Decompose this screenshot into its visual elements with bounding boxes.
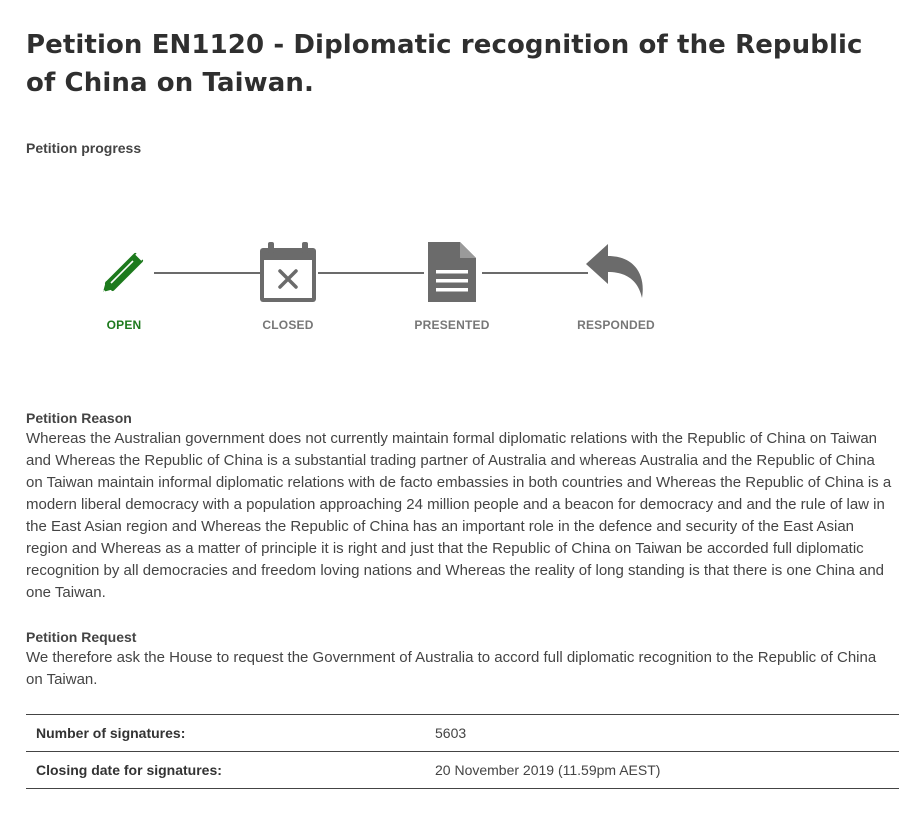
page-title: Petition EN1120 - Diplomatic recognition of the Republic of China on Taiwan. (26, 30, 863, 98)
petition-reason (26, 408, 892, 604)
detail-key: Closing date for signatures: (26, 752, 425, 789)
step-presented (397, 240, 507, 332)
step-label: PRESENTED (414, 318, 490, 332)
detail-value: 5603 (425, 715, 899, 752)
table-row (26, 752, 899, 789)
detail-key: Number of signatures: (26, 715, 425, 752)
step-closed (233, 240, 343, 332)
table-row (26, 715, 899, 752)
step-label: RESPONDED (577, 318, 655, 332)
calendar-x-icon (256, 240, 320, 304)
petition-details-table (26, 714, 899, 789)
step-responded (561, 240, 671, 332)
reply-arrow-icon (584, 240, 648, 304)
step-open (69, 240, 179, 332)
request-text: We therefore ask the House to request the Government of Australia to accord full diplomatic recognition to the Republic of China on Taiwan. (26, 649, 877, 688)
step-label: OPEN (106, 318, 142, 332)
reason-text: Whereas the Australian government does not currently maintain formal diplomatic relations with the Republic of China on Taiwan and Whereas the Republic of China is a substantial trading partner of Australia and whereas Australia and the Republic of China on Taiwan maintain informal diplomatic relations with de facto embassies in both countries and Whereas the Republic of China is a modern liberal democracy with a population approaching 24 million people and a beacon for democracy and and the rule of law in the East Asian region and Whereas the Republic of China has an important role in the defence and security of the East Asian region and Whereas as a matter of principle it is right and just that the Republic of China on Taiwan be accorded full diplomatic recognition by all democracies and freedom loving nations and Whereas the reality of long standing is that there is one China and one Taiwan. (26, 430, 892, 601)
request-heading: Petition Request (26, 629, 137, 645)
pencil-icon (92, 240, 156, 304)
detail-value: 20 November 2019 (11.59pm AEST) (425, 752, 899, 789)
document-icon (420, 240, 484, 304)
step-label: CLOSED (262, 318, 314, 332)
progress-heading: Petition progress (26, 140, 142, 156)
petition-request (26, 627, 892, 691)
reason-heading: Petition Reason (26, 410, 132, 426)
progress-stepper (86, 240, 726, 350)
